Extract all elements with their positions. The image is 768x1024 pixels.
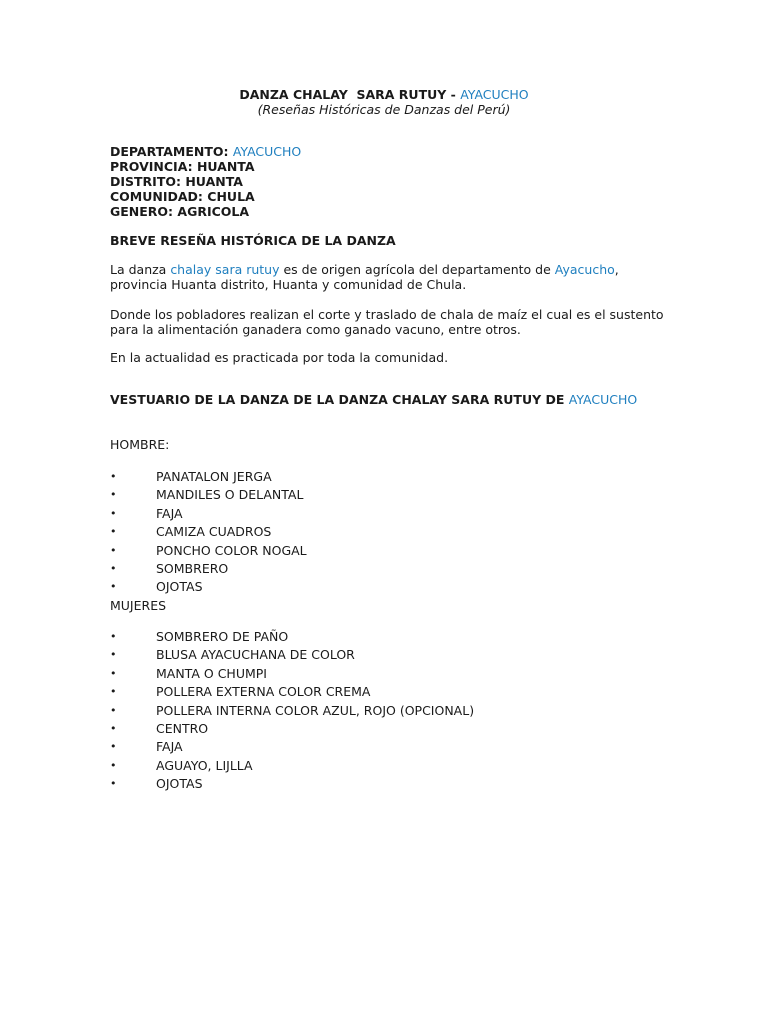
bullet-icon: • (110, 703, 117, 717)
list-item (110, 703, 474, 721)
vestuario-heading (110, 392, 670, 407)
list-item-text: MANDILES O DELANTAL (156, 487, 304, 503)
list-item (110, 647, 474, 665)
bullet-icon: • (110, 525, 117, 539)
departamento-label: DEPARTAMENTO: (110, 144, 233, 159)
resena-paragraph-1 (110, 262, 670, 292)
bullet-icon: • (110, 740, 117, 754)
hombre-list (110, 469, 307, 598)
ayacucho-link[interactable]: Ayacucho (554, 262, 615, 277)
list-item (110, 684, 474, 702)
bullet-icon: • (110, 685, 117, 699)
bullet-icon: • (110, 630, 117, 643)
list-item (110, 524, 307, 542)
list-item (110, 758, 474, 776)
list-item (110, 776, 474, 794)
bullet-icon: • (110, 666, 117, 680)
list-item-text: MANTA O CHUMPI (156, 665, 267, 681)
list-item-text: PANATALON JERGA (156, 469, 272, 484)
list-item-text: SOMBRERO (156, 560, 229, 576)
provincia-line: PROVINCIA: HUANTA (110, 159, 255, 174)
vestuario-ayacucho-link[interactable]: AYACUCHO (568, 392, 638, 407)
resena-paragraph-2: Donde los pobladores realizan el corte y traslado de chala de maíz el cual es el sustento para la alimentación ganadera como ganado vacuno, entre otros. (110, 307, 664, 337)
p1-text-b: es de origen agrícola del departamento de (279, 262, 555, 277)
departamento-line (110, 144, 301, 159)
list-item (110, 629, 474, 647)
resena-heading: BREVE RESEÑA HISTÓRICA DE LA DANZA (110, 233, 396, 248)
bullet-icon: • (110, 561, 117, 575)
p1-text-a: La danza (110, 262, 171, 277)
genero-line: GENERO: AGRICOLA (110, 204, 250, 219)
list-item (110, 561, 307, 579)
hombre-label: HOMBRE: (110, 437, 170, 452)
mujeres-label: MUJERES (110, 598, 167, 613)
list-item (110, 506, 307, 524)
bullet-icon: • (110, 506, 117, 520)
bullet-icon: • (110, 470, 117, 483)
list-item-text: PONCHO COLOR NOGAL (156, 542, 307, 558)
list-item-text: POLLERA EXTERNA COLOR CREMA (156, 684, 371, 700)
title-text: DANZA CHALAY SARA RUTUY - (239, 87, 461, 102)
list-item (110, 721, 474, 739)
list-item (110, 469, 307, 487)
bullet-icon: • (110, 777, 117, 791)
departamento-link[interactable]: AYACUCHO (232, 144, 302, 159)
document-title (0, 87, 768, 102)
list-item-text: AGUAYO, LIJLLA (156, 757, 253, 773)
bullet-icon: • (110, 721, 117, 735)
bullet-icon: • (110, 543, 117, 557)
title-link-ayacucho[interactable]: AYACUCHO (460, 87, 529, 102)
bullet-icon: • (110, 488, 117, 502)
list-item-text: FAJA (156, 739, 183, 755)
list-item-text: OJOTAS (156, 579, 203, 595)
chalay-sara-rutuy-link[interactable]: chalay sara rutuy (170, 262, 280, 277)
metadata-block (110, 144, 301, 219)
list-item (110, 579, 307, 597)
vestuario-heading-text: VESTUARIO DE LA DANZA DE LA DANZA CHALAY SARA RUTUY DE (110, 392, 569, 407)
list-item-text: POLLERA INTERNA COLOR AZUL, ROJO (OPCIONAL) (156, 702, 475, 718)
list-item-text: CENTRO (156, 720, 209, 736)
list-item (110, 739, 474, 757)
bullet-icon: • (110, 648, 117, 662)
list-item-text: FAJA (156, 505, 183, 521)
bullet-icon: • (110, 758, 117, 772)
list-item-text: SOMBRERO DE PAÑO (156, 629, 289, 644)
document-subtitle: (Reseñas Históricas de Danzas del Perú) (257, 102, 511, 117)
comunidad-line: COMUNIDAD: CHULA (110, 189, 255, 204)
list-item (110, 487, 307, 505)
list-item-text: CAMIZA CUADROS (156, 524, 272, 540)
list-item (110, 543, 307, 561)
mujeres-list (110, 629, 474, 795)
bullet-icon: • (110, 580, 117, 594)
list-item (110, 666, 474, 684)
list-item-text: BLUSA AYACUCHANA DE COLOR (156, 647, 355, 663)
p1-text-c: , provincia Huanta distrito, Huanta y comunidad de Chula. (110, 262, 619, 292)
resena-paragraph-3: En la actualidad es practicada por toda la comunidad. (110, 350, 449, 365)
distrito-line: DISTRITO: HUANTA (110, 174, 243, 189)
list-item-text: OJOTAS (156, 776, 203, 792)
